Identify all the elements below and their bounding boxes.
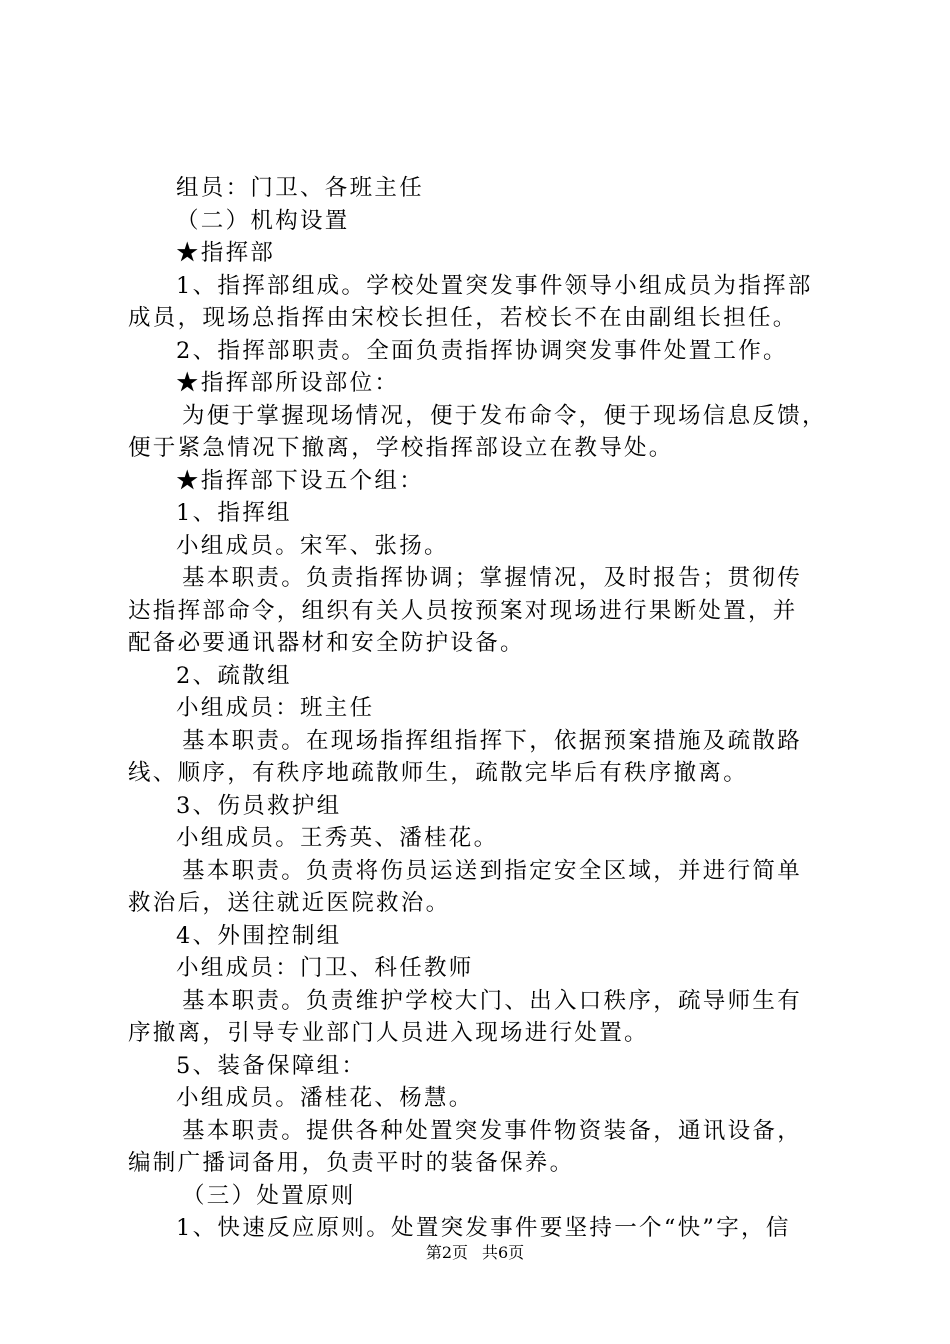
subsection-heading: ★指挥部下设五个组： bbox=[176, 467, 425, 494]
text-line: 小组成员。宋军、张扬。 bbox=[176, 532, 449, 559]
text-line: 线、顺序，有秩序地疏散师生，疏散完毕后有秩序撤离。 bbox=[128, 760, 749, 786]
page-total: 共6页 bbox=[482, 1243, 525, 1262]
text-line: 小组成员。王秀英、潘桂花。 bbox=[176, 825, 499, 851]
text-line: 组员：门卫、各班主任 bbox=[176, 175, 425, 201]
group-heading: 5、装备保障组： bbox=[176, 1052, 367, 1079]
text-line: 序撤离，引导专业部门人员进入现场进行处置。 bbox=[128, 1020, 649, 1046]
text-line: 配备必要通讯器材和安全防护设备。 bbox=[128, 630, 525, 656]
section-heading: （二）机构设置 bbox=[176, 207, 350, 234]
text-line: 小组成员：门卫、科任教师 bbox=[176, 955, 474, 981]
text-line: 基本职责。负责指挥协调；掌握情况，及时报告；贯彻传 bbox=[182, 565, 803, 591]
text-line: 编制广播词备用，负责平时的装备保养。 bbox=[128, 1150, 575, 1176]
text-line: 救治后，送往就近医院救治。 bbox=[128, 890, 451, 916]
text-line: 小组成员。潘桂花、杨慧。 bbox=[176, 1085, 474, 1111]
text-line: 小组成员：班主任 bbox=[176, 695, 375, 721]
document-body bbox=[128, 172, 828, 1245]
page-footer bbox=[0, 1242, 950, 1264]
text-line: 达指挥部命令，组织有关人员按预案对现场进行果断处置，并 bbox=[128, 597, 798, 624]
subsection-heading: ★指挥部所设部位： bbox=[176, 370, 400, 396]
group-heading: 2、疏散组 bbox=[176, 662, 292, 689]
group-heading: 1、指挥组 bbox=[176, 500, 292, 526]
text-line: 1、指挥部组成。学校处置突发事件领导小组成员为指挥部 bbox=[176, 272, 813, 299]
text-line: 基本职责。负责维护学校大门、出入口秩序，疏导师生有 bbox=[182, 987, 803, 1014]
section-heading: （三）处置原则 bbox=[182, 1182, 356, 1209]
text-line: 为便于掌握现场情况，便于发布命令，便于现场信息反馈， bbox=[182, 402, 827, 429]
text-line: 基本职责。提供各种处置突发事件物资装备，通讯设备， bbox=[182, 1117, 803, 1144]
subsection-heading: ★指挥部 bbox=[176, 240, 276, 266]
text-line: 基本职责。负责将伤员运送到指定安全区域，并进行简单 bbox=[182, 857, 803, 884]
text-line: 基本职责。在现场指挥组指挥下，依据预案措施及疏散路 bbox=[182, 727, 803, 754]
text-line: 成员，现场总指挥由宋校长担任，若校长不在由副组长担任。 bbox=[128, 305, 798, 331]
text-line: 便于紧急情况下撤离，学校指挥部设立在教导处。 bbox=[128, 435, 674, 461]
page-number: 第2页 bbox=[425, 1243, 468, 1262]
group-heading: 4、外围控制组 bbox=[176, 922, 342, 949]
text-line: 1、快速反应原则。处置突发事件要坚持一个“快”字，信 bbox=[176, 1215, 791, 1241]
text-line: 2、指挥部职责。全面负责指挥协调突发事件处置工作。 bbox=[176, 337, 788, 364]
group-heading: 3、伤员救护组 bbox=[176, 792, 342, 819]
